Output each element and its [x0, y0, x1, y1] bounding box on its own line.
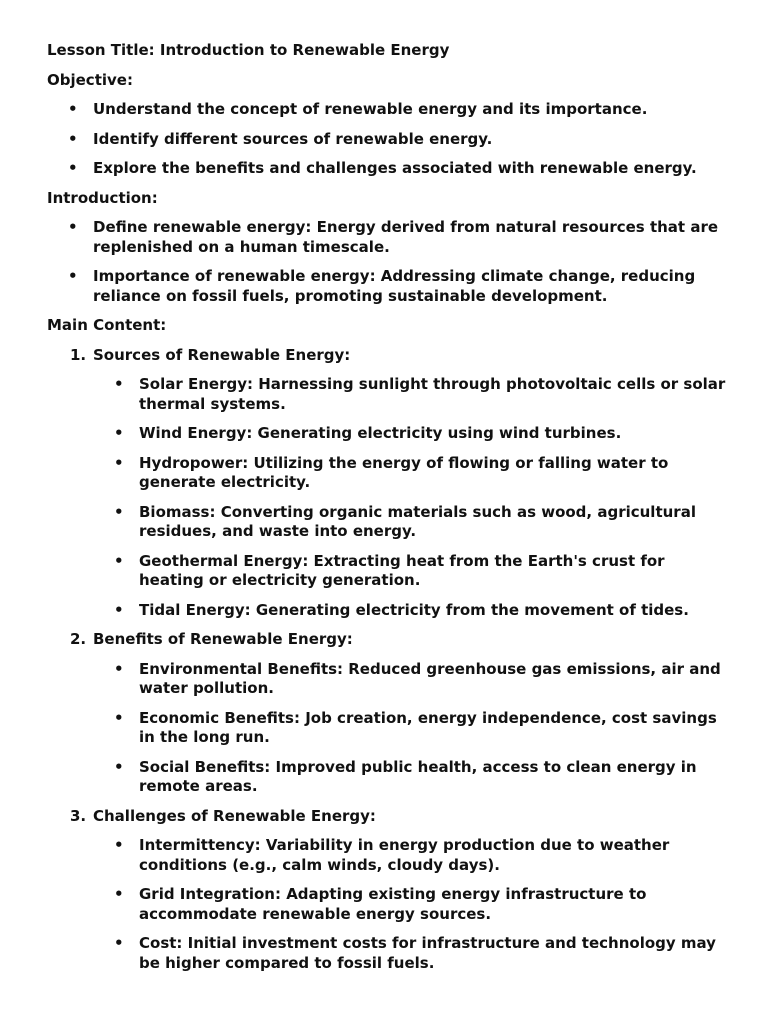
- list-item-text: Environmental Benefits: Reduced greenhouse gas emissions, air and water pollution.: [139, 659, 721, 697]
- bullet-icon: •: [114, 885, 124, 903]
- section-title: Benefits of Renewable Energy:: [93, 630, 353, 648]
- list-item: [68, 267, 728, 306]
- list-item: [68, 218, 728, 257]
- bullet-icon: •: [68, 267, 78, 285]
- sources-list: [93, 375, 728, 620]
- list-item-text: Identify different sources of renewable energy.: [93, 129, 493, 148]
- list-item: [114, 502, 728, 542]
- objective-heading: Objective:: [47, 70, 133, 89]
- list-item-text: Hydropower: Utilizing the energy of flowing or falling water to generate electricity.: [139, 453, 669, 491]
- main-content-list: [47, 346, 728, 974]
- benefits-list: [93, 660, 728, 797]
- list-item-text: Tidal Energy: Generating electricity from the movement of tides.: [139, 600, 689, 619]
- list-item-text: Solar Energy: Harnessing sunlight through photovoltaic cells or solar thermal systems.: [139, 375, 726, 413]
- list-item-text: Explore the benefits and challenges associated with renewable energy.: [93, 159, 697, 177]
- list-item-text: Define renewable energy: Energy derived from natural resources that are replenished on a human timescale.: [93, 218, 719, 256]
- list-item: [114, 885, 728, 924]
- list-item-text: Cost: Initial investment costs for infrastructure and technology may be higher compared to fossil fuels.: [139, 934, 716, 972]
- list-item: [114, 551, 728, 591]
- list-item: [68, 100, 728, 120]
- bullet-icon: •: [114, 708, 124, 727]
- bullet-icon: •: [68, 218, 78, 236]
- list-item-text: Importance of renewable energy: Addressing climate change, reducing reliance on fossil fuels, promoting sustainable development.: [93, 267, 696, 305]
- list-item: [114, 934, 728, 973]
- list-item: [114, 708, 728, 748]
- bullet-icon: •: [114, 659, 124, 678]
- bullet-icon: •: [114, 424, 124, 442]
- list-item-text: Intermittency: Variability in energy production due to weather conditions (e.g., calm winds, cloudy days).: [139, 836, 670, 874]
- list-item: [68, 159, 728, 179]
- bullet-icon: •: [114, 757, 124, 776]
- challenges-list: [93, 836, 728, 973]
- section-sources: [70, 345, 728, 621]
- list-item: [114, 659, 728, 699]
- section-benefits: [70, 630, 728, 797]
- list-item-text: Wind Energy: Generating electricity using wind turbines.: [139, 424, 622, 442]
- list-item: [114, 424, 728, 444]
- list-item-text: Economic Benefits: Job creation, energy independence, cost savings in the long run.: [139, 708, 717, 746]
- list-item-text: Social Benefits: Improved public health, access to clean energy in remote areas.: [139, 757, 697, 795]
- bullet-icon: •: [114, 836, 124, 854]
- lesson-title: Lesson Title: Introduction to Renewable Energy: [47, 41, 450, 59]
- bullet-icon: •: [68, 159, 78, 177]
- bullet-icon: •: [114, 375, 124, 393]
- bullet-icon: •: [68, 129, 78, 148]
- list-item: [114, 375, 728, 414]
- section-number: 2.: [70, 630, 87, 648]
- bullet-icon: •: [114, 551, 124, 570]
- section-title: Sources of Renewable Energy:: [93, 345, 351, 364]
- section-challenges: [70, 806, 728, 974]
- introduction-heading: Introduction:: [47, 188, 158, 207]
- section-number: 1.: [70, 345, 87, 364]
- list-item-text: Biomass: Converting organic materials such as wood, agricultural residues, and waste into energy.: [139, 502, 696, 540]
- introduction-list: [47, 218, 728, 306]
- bullet-icon: •: [68, 100, 78, 118]
- list-item: [114, 600, 728, 621]
- list-item-text: Understand the concept of renewable energy and its importance.: [93, 100, 648, 118]
- list-item: [114, 836, 728, 875]
- list-item-text: Geothermal Energy: Extracting heat from the Earth's crust for heating or electricity generation.: [139, 551, 665, 589]
- bullet-icon: •: [114, 453, 124, 472]
- list-item: [68, 129, 728, 150]
- list-item: [114, 757, 728, 797]
- main-content-heading: Main Content:: [47, 316, 167, 334]
- section-title: Challenges of Renewable Energy:: [93, 806, 376, 825]
- section-number: 3.: [70, 806, 87, 825]
- list-item: [114, 453, 728, 493]
- bullet-icon: •: [114, 502, 124, 521]
- objective-list: [47, 100, 728, 179]
- bullet-icon: •: [114, 600, 124, 619]
- list-item-text: Grid Integration: Adapting existing energy infrastructure to accommodate renewable energy sources.: [139, 885, 647, 923]
- bullet-icon: •: [114, 934, 124, 952]
